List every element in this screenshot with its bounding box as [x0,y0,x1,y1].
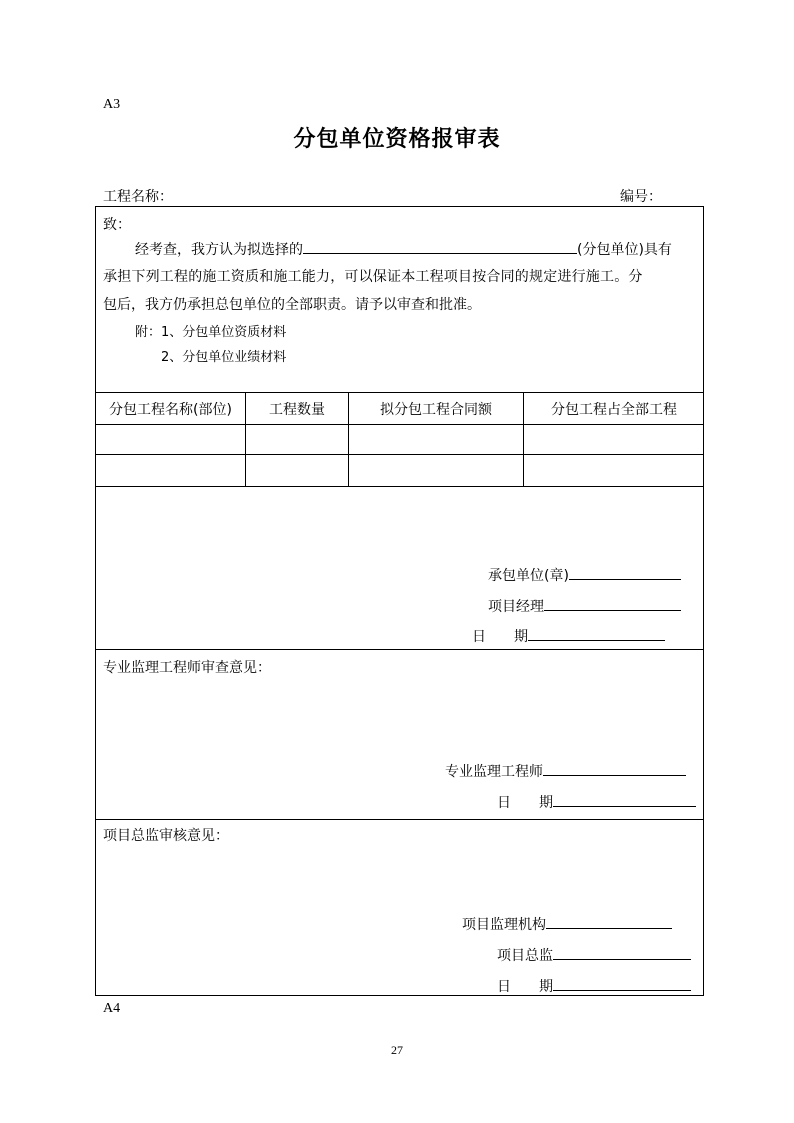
subcontractor-name-blank[interactable] [303,239,577,254]
attachment-1: 附：1、分包单位资质材料 [135,325,287,340]
project-name-label: 工程名称： [103,189,173,205]
page-title: 分包单位资格报审表 [293,127,501,152]
engineer-date-row [497,792,696,812]
application-line-1 [135,239,672,259]
table-cell[interactable] [246,425,348,454]
project-manager-row [488,596,681,616]
table-cell[interactable] [246,455,348,486]
chief-date-row [497,976,691,996]
supervision-org-label: 项目监理机构 [462,917,546,933]
engineer-date-label: 日 期 [497,795,553,811]
engineer-sign-blank[interactable] [543,762,686,776]
table-cell[interactable] [524,425,703,454]
table-cell[interactable] [524,455,703,486]
document-code-top: A3 [103,97,121,112]
col-header-amount: 拟分包工程合同额 [380,402,492,418]
engineer-label: 专业监理工程师 [445,764,543,780]
line1-prefix: 经考查，我方认为拟选择的 [135,242,303,258]
engineer-date-blank[interactable] [553,793,696,807]
col-header-percentage: 分包工程占全部工程 [551,402,677,418]
engineer-review-title: 专业监理工程师审查意见： [103,660,271,676]
divider-engineer [95,819,704,820]
application-line-2: 承担下列工程的施工资质和施工能力，可以保证本工程项目按合同的规定进行施工。分 [103,269,643,285]
chief-review-title: 项目总监审核意见： [103,828,229,844]
table-cell[interactable] [349,425,523,454]
contractor-unit-row [488,565,681,585]
table-cell[interactable] [96,425,245,454]
col-header-quantity: 工程数量 [269,402,325,418]
attachment-2: 2、分包单位业绩材料 [161,350,287,365]
project-manager-blank[interactable] [544,597,681,611]
chief-sign-blank[interactable] [553,946,691,960]
chief-sign-row [497,945,691,965]
contractor-date-label: 日 期 [472,629,528,645]
serial-number-label: 编号： [620,189,662,205]
contractor-date-blank[interactable] [528,627,665,641]
table-cell[interactable] [349,455,523,486]
col-header-name: 分包工程名称(部位) [109,402,232,418]
supervision-org-blank[interactable] [546,915,672,929]
divider-contractor [95,649,704,650]
supervision-org-row [462,914,672,934]
chief-label: 项目总监 [497,948,553,964]
divider-table-row2 [95,486,704,487]
chief-date-blank[interactable] [553,977,691,991]
page-number: 27 [391,1043,403,1057]
engineer-sign-row [445,761,686,781]
project-manager-label: 项目经理 [488,599,544,615]
line1-suffix: (分包单位)具有 [577,242,672,258]
document-code-bottom: A4 [103,1001,121,1016]
contractor-unit-label: 承包单位(章) [488,568,569,584]
application-line-3: 包后，我方仍承担总包单位的全部职责。请予以审查和批准。 [103,297,481,313]
table-cell[interactable] [96,455,245,486]
contractor-date-row [472,626,665,646]
contractor-unit-blank[interactable] [569,566,681,580]
addressee-label: 致： [103,217,131,233]
chief-date-label: 日 期 [497,979,553,995]
divider-application [95,392,704,393]
